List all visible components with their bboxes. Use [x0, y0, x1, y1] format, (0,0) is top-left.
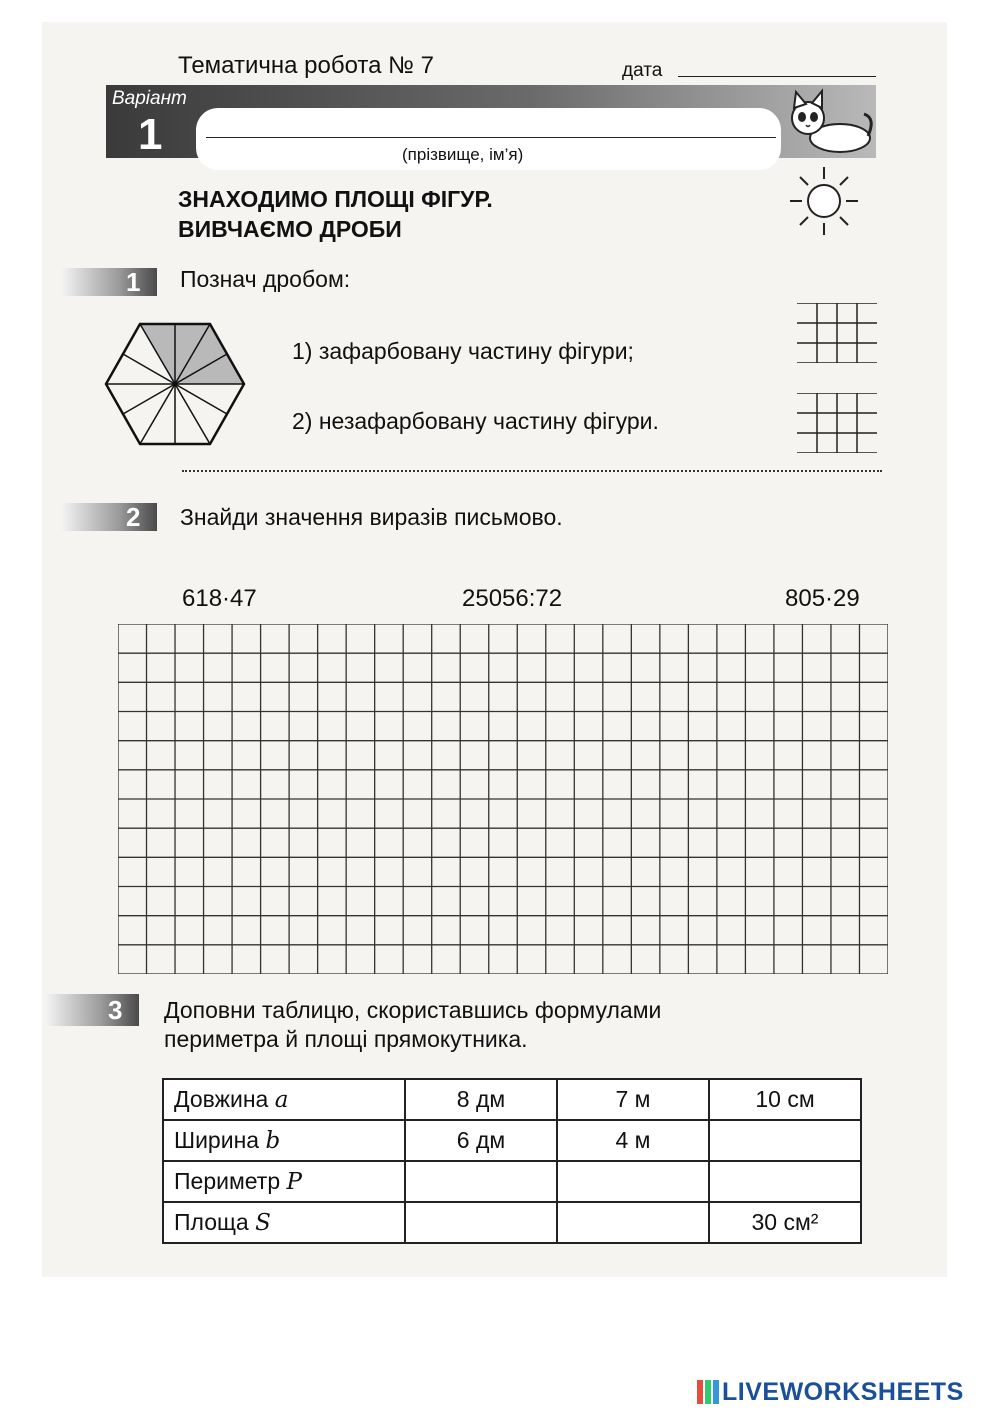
expression-1: 618·47 [182, 585, 257, 612]
table-cell: 7 м [557, 1079, 709, 1120]
cat-icon [784, 88, 876, 158]
task-1-item-1: 1) зафарбовану частину фігури; [292, 338, 634, 364]
table-cell: 4 м [557, 1120, 709, 1161]
task-1-number: 1 [126, 267, 141, 297]
task-1-marker [62, 268, 157, 296]
answer-cell[interactable] [557, 1202, 709, 1243]
task-2-number: 2 [126, 502, 141, 532]
table-cell: 10 см [709, 1079, 861, 1120]
date-field[interactable] [678, 76, 876, 77]
table-cell: 30 см² [709, 1202, 861, 1243]
topic-line-1: ЗНАХОДИМО ПЛОЩІ ФІГУР. [178, 186, 493, 212]
rectangle-table [162, 1078, 862, 1244]
fraction-answer-box-1[interactable] [797, 303, 877, 363]
task-2-marker [62, 503, 157, 531]
table-row [163, 1079, 861, 1120]
answer-cell[interactable] [709, 1161, 861, 1202]
table-row [163, 1161, 861, 1202]
answer-cell[interactable] [405, 1202, 557, 1243]
worksheet-title: Тематична робота № 7 [178, 52, 434, 79]
task-3-prompt [164, 996, 661, 1054]
row-label: Периметр P [163, 1161, 405, 1202]
fraction-answer-box-2[interactable] [797, 393, 877, 453]
task-1-item-2: 2) незафарбовану частину фігури. [292, 408, 659, 434]
name-field[interactable] [206, 137, 776, 138]
hexagon-figure [104, 322, 246, 446]
answer-cell[interactable] [405, 1161, 557, 1202]
expression-2: 25056:72 [462, 585, 563, 612]
expression-3: 805·29 [785, 585, 860, 612]
table-cell: 6 дм [405, 1120, 557, 1161]
variant-number: 1 [138, 110, 163, 159]
task-3-prompt-line-2: периметра й площі прямокутника. [164, 1026, 528, 1052]
table-row [163, 1120, 861, 1161]
sun-icon [788, 165, 860, 237]
task-3-prompt-line-1: Доповни таблицю, скориставшись формулами [164, 997, 662, 1023]
answer-cell[interactable] [709, 1120, 861, 1161]
date-label: дата [622, 60, 663, 81]
topic-line-2: ВИВЧАЄМО ДРОБИ [178, 216, 402, 242]
task-3-marker [46, 994, 139, 1026]
calculation-grid[interactable] [118, 624, 888, 974]
task-2-prompt: Знайди значення виразів письмово. [180, 504, 563, 530]
row-label: Ширина b [163, 1120, 405, 1161]
table-cell: 8 дм [405, 1079, 557, 1120]
name-hint: (прізвище, ім’я) [402, 145, 524, 164]
liveworksheets-brand[interactable]: LIVEWORKSHEETS [722, 1378, 964, 1406]
answer-cell[interactable] [557, 1161, 709, 1202]
topic-heading [178, 184, 493, 244]
variant-label: Варіант [112, 88, 187, 109]
liveworksheets-logo-icon [697, 1380, 719, 1404]
task-1-prompt: Познач дробом: [180, 266, 351, 292]
dotted-separator [182, 470, 882, 472]
row-label: Площа S [163, 1202, 405, 1243]
row-label: Довжина a [163, 1079, 405, 1120]
table-row [163, 1202, 861, 1243]
task-3-number: 3 [108, 995, 123, 1025]
